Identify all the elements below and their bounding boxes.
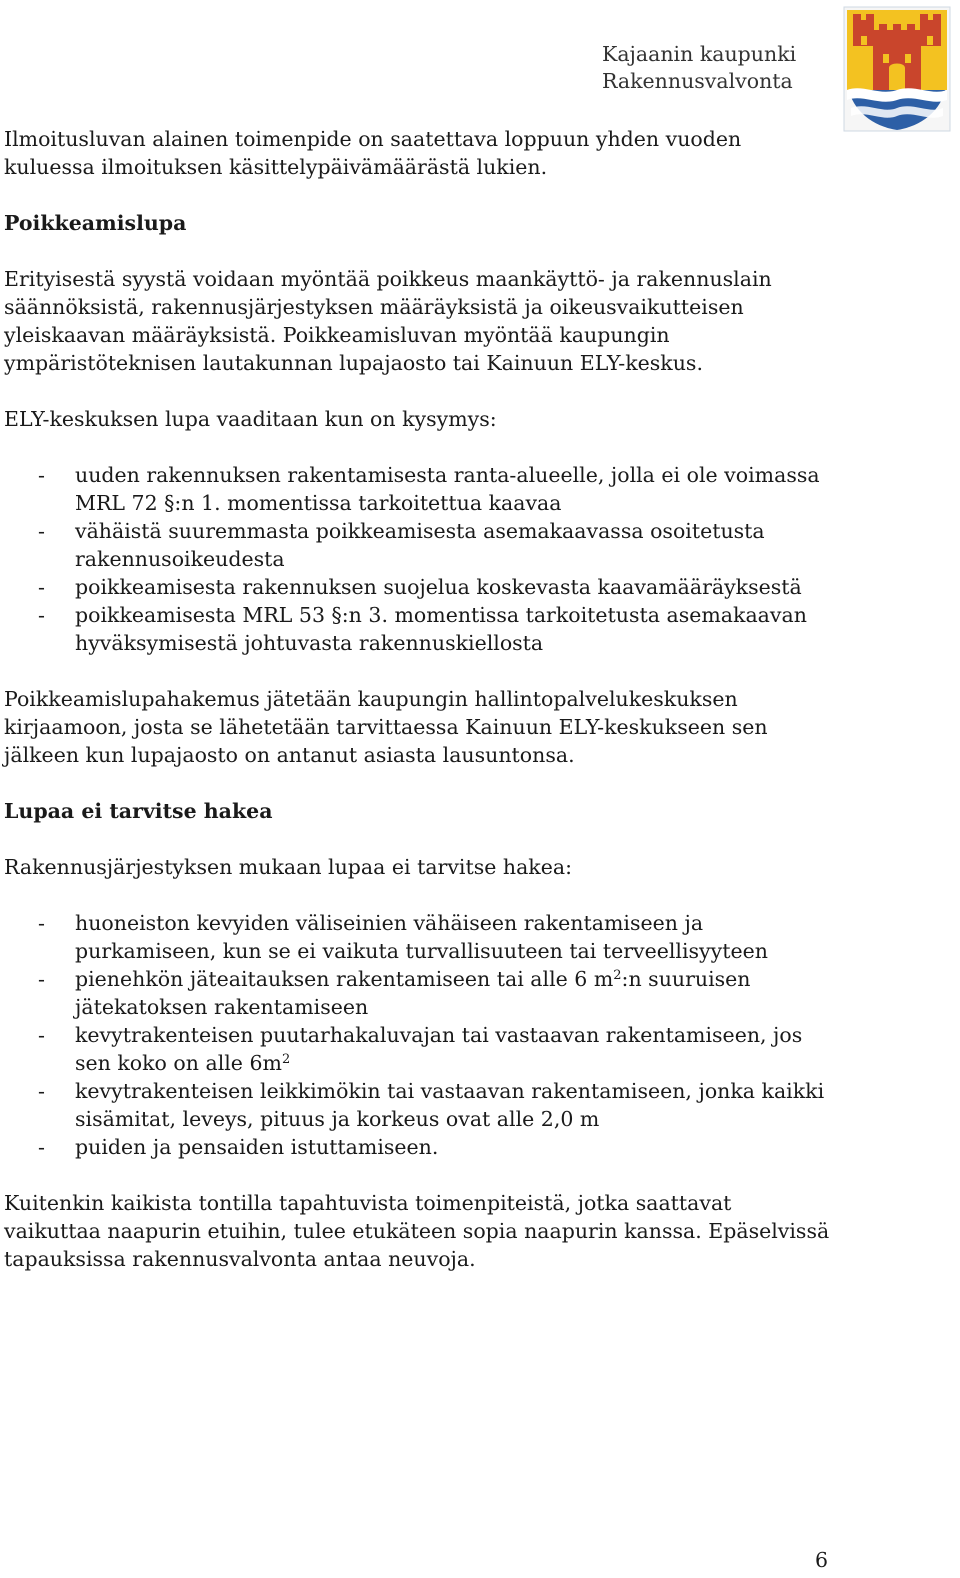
lupaa-ei-closing: Kuitenkin kaikista tontilla tapahtuvista toimenpiteistä, jotka saattavat vaikuttaa naapurin etuihin, tulee etukäteen sopia naapurin kanssa. Epäselvissä tapauksissa rakennusvalvonta antaa neuvoja. [4, 1191, 830, 1271]
list-dash: - [38, 967, 45, 991]
list-dash: - [38, 911, 45, 935]
ely-requirements-list [4, 461, 834, 657]
ely-list-intro: ELY-keskuksen lupa vaaditaan kun on kysymys: [4, 407, 497, 431]
document-header [602, 41, 796, 95]
document-body [4, 125, 834, 1301]
list-item: - poikkeamisesta MRL 53 §:n 3. momentissa tarkoitetusta asemakaavan hyväksymisestä johtuvasta rakennuskiellosta [38, 603, 807, 655]
section-heading-lupaa-ei: Lupaa ei tarvitse hakea [4, 799, 273, 823]
organization-name: Kajaanin kaupunki [602, 42, 797, 66]
list-dash: - [38, 575, 45, 599]
section-heading-poikkeamislupa: Poikkeamislupa [4, 211, 187, 235]
list-item: - poikkeamisesta rakennuksen suojelua koskevasta kaavamääräyksestä [38, 575, 802, 599]
department-name: Rakennusvalvonta [602, 69, 793, 93]
list-dash: - [38, 463, 45, 487]
poikkeamislupa-closing: Poikkeamislupahakemus jätetään kaupungin hallintopalvelukeskuksen kirjaamoon, josta se lähetetään tarvittaessa Kainuun ELY-keskukseen sen jälkeen kun lupajaosto on antanut asiasta lausuntonsa. [4, 687, 768, 767]
list-dash: - [38, 1079, 45, 1103]
list-item: - vähäistä suuremmasta poikkeamisesta asemakaavassa osoitetusta rakennusoikeudesta [38, 519, 765, 571]
poikkeamislupa-paragraph: Erityisestä syystä voidaan myöntää poikkeus maankäyttö- ja rakennuslain säännöksistä, rakennusjärjestyksen määräyksistä ja oikeusvaikutteisen yleiskaavan määräyksistä. Poikkeamisluvan myöntää kaupungin ympäristöteknisen lautakunnan lupajaosto tai Kainuun ELY-keskus. [4, 267, 772, 375]
list-dash: - [38, 1023, 45, 1047]
list-item: - kevytrakenteisen puutarhakaluvajan tai vastaavan rakentamiseen, jos sen koko on alle $6m^2$ [38, 1023, 803, 1075]
coat-of-arms-castle-icon [843, 6, 951, 132]
no-permit-list [4, 909, 834, 1161]
page-number: 6 [815, 1548, 829, 1572]
list-item: - pienehkön jäteaitauksen rakentamiseen tai alle 6 $m^2:n$ suuruisen jätekatoksen rakentamiseen [38, 967, 751, 1019]
list-item: - kevytrakenteisen leikkimökin tai vastaavan rakentamiseen, jonka kaikki sisämitat, leveys, pituus ja korkeus ovat alle 2,0 m [38, 1079, 825, 1131]
list-item: - puiden ja pensaiden istuttamiseen. [38, 1135, 439, 1159]
list-item: - uuden rakennuksen rakentamisesta ranta-alueelle, jolla ei ole voimassa MRL 72 §:n 1. momentissa tarkoitettua kaavaa [38, 463, 820, 515]
intro-paragraph: Ilmoitusluvan alainen toimenpide on saatettava loppuun yhden vuoden kuluessa ilmoituksen käsittelypäivämäärästä lukien. [4, 127, 742, 179]
list-dash: - [38, 603, 45, 627]
list-dash: - [38, 1135, 45, 1159]
list-dash: - [38, 519, 45, 543]
lupaa-ei-list-intro: Rakennusjärjestyksen mukaan lupaa ei tarvitse hakea: [4, 855, 572, 879]
list-item: - huoneiston kevyiden väliseinien vähäiseen rakentamiseen ja purkamiseen, kun se ei vaikuta turvallisuuteen tai terveellisyyteen [38, 911, 768, 963]
